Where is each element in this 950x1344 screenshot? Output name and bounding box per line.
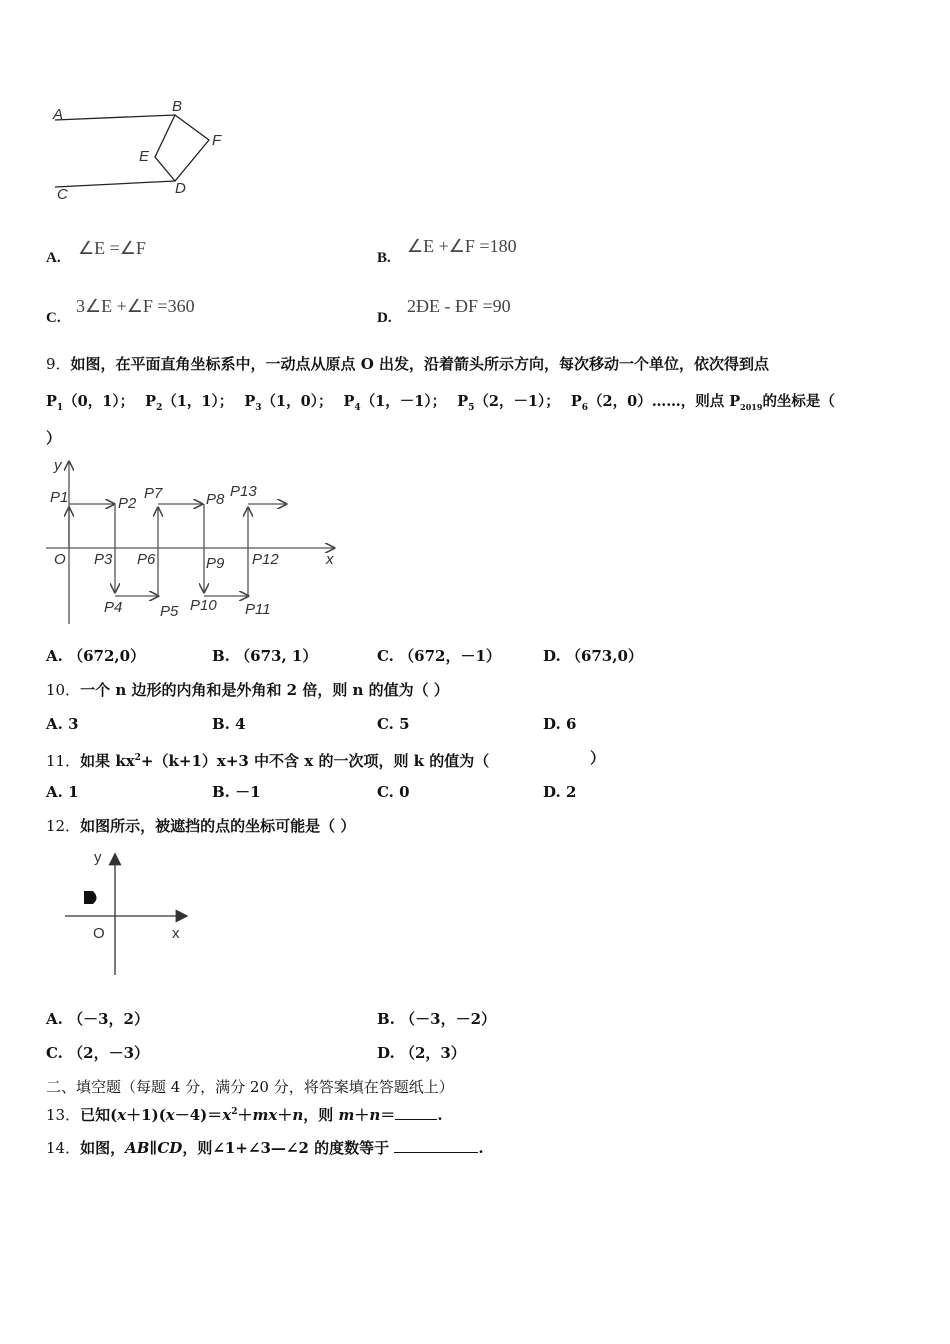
q10-stem [46,680,449,700]
q12-option-c[interactable]: C. （2，－3） [46,1044,150,1062]
q9-points-line [46,392,835,418]
point-p1: $P_1(0$，1）； [46,393,135,413]
label-p6: P6 [137,551,156,568]
q12-option-a[interactable]: A. （－3，2） [46,1010,149,1028]
label-b: B [172,98,183,115]
origin-label: O [93,925,105,942]
line-ab [55,115,175,120]
hidden-point-figure [60,845,200,980]
option-letter: A. [46,250,61,266]
label-d: D [175,180,186,197]
option-letter: B. [377,250,391,266]
question-number: 10． [46,681,81,699]
option-formula: 2ÐE - ÐF =90 [407,296,511,316]
point-p3: $P_3(1$，0）； [244,393,333,413]
question-text: 如图，在平面直角坐标系中，一动点从原点 O 出发，沿着箭头所示方向，每次移动一个单位，依次得到点 [70,355,770,373]
q10-option-d[interactable]: D. 6 [543,715,577,733]
answer-blank[interactable] [394,1138,478,1153]
q11-option-c[interactable]: C. 0 [377,783,410,801]
label-p1: P1 [50,489,69,506]
parallel-lines-figure [45,95,245,210]
q9-stem [46,354,769,374]
q10-option-a[interactable]: A. 3 [46,715,79,733]
q11-option-a[interactable]: A. 1 [46,783,79,801]
q13-stem [46,1102,443,1125]
point-p6: $P_6(2$，0）……，则点 [570,393,730,413]
q9-option-c[interactable]: C. （672，－1） [377,647,501,665]
y-axis-label: y [54,457,62,474]
label-f: F [212,132,222,149]
x-axis-label: x [326,551,334,568]
question-text: 如图所示，被遮挡的点的坐标可能是（ ） [80,817,356,835]
q11-stem [46,748,489,771]
q9-option-d[interactable]: D. （673,0） [543,647,643,665]
label-p8: P8 [206,491,225,508]
point-p2: $P_2(1$，1）； [145,393,234,413]
point-p5: $P_5(2$，－1）； [457,393,560,413]
point-p2019: $P_{2019}$的坐标是（ [729,393,835,412]
blot-shape [84,891,97,904]
q12-option-b[interactable]: B. （－3，－2） [377,1010,497,1028]
q9-option-a[interactable]: A. （672,0） [46,647,146,665]
question-text: 如果 $kx^2+(k+1)x+3$ 中不含 x 的一次项，则 k 的值为（ [80,752,490,770]
label-p5: P5 [160,603,179,620]
q9-option-b[interactable]: B. （673, 1） [212,647,318,665]
option-letter: D. [377,310,392,326]
question-number: 12． [46,817,81,835]
label-p9: P9 [206,555,225,572]
line-cd [55,181,175,187]
question-number: 14． [46,1139,81,1157]
question-number: 9． [46,355,71,373]
q12-option-d[interactable]: D. （2，3） [377,1044,466,1062]
q11-option-d[interactable]: D. 2 [543,783,577,801]
label-p2: P2 [118,495,137,512]
label-e: E [139,148,150,165]
q11-close-paren: ） [590,749,606,767]
question-text: 一个 n 边形的内角和是外角和 2 倍，则 n 的值为（ ） [80,681,449,699]
section-title: 二、填空题（每题 4 分，满分 20 分，将答案填在答题纸上） [46,1078,454,1096]
q9-close-paren: ） [46,429,62,447]
quadrilateral-bedf [155,115,209,181]
x-axis-label: x [172,925,180,942]
q10-option-b[interactable]: B. 4 [212,715,246,733]
option-formula: ∠E =∠F [78,238,146,258]
label-p3: P3 [94,551,113,568]
label-p11: P11 [245,601,271,618]
label-a: A [53,106,64,123]
label-c: C [57,186,68,203]
option-formula: ∠E +∠F =180 [407,236,517,256]
point-p4: $P_4(1$，－1）； [343,393,447,413]
answer-blank[interactable] [395,1105,437,1120]
label-p12: P12 [252,551,279,568]
q10-option-c[interactable]: C. 5 [377,715,410,733]
label-p10: P10 [190,597,217,614]
question-number: 13． [46,1106,81,1124]
option-formula: 3∠E +∠F =360 [76,296,195,316]
origin-label: O [54,551,66,568]
option-letter: C. [46,310,61,326]
zigzag-path-figure [40,456,350,628]
q11-option-b[interactable]: B. －1 [212,783,261,801]
question-number: 11． [46,752,81,770]
q12-stem [46,816,355,836]
label-p7: P7 [144,485,163,502]
label-p13: P13 [230,483,257,500]
question-text: 如图，AB∥CD，则∠1+∠3—∠2 的度数等于 . [80,1139,484,1157]
q14-stem [46,1138,484,1158]
question-text: 已知$(x+1)(x-4)=x^2+mx+n$，则 m＋n＝ . [80,1106,443,1124]
label-p4: P4 [104,599,123,616]
y-axis-label: y [94,849,102,866]
